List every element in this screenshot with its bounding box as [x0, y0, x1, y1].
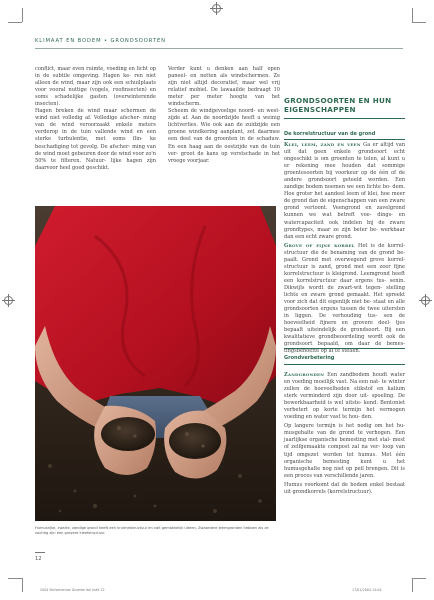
photo-illustration [35, 206, 276, 521]
title-rule [284, 118, 405, 119]
photo-caption [35, 526, 276, 537]
page-number: 12 [35, 556, 42, 562]
registration-mark-icon [212, 4, 221, 13]
section-title-line: GRONDSOORTEN EN HUN [284, 96, 392, 105]
paragraph [284, 243, 405, 356]
paragraph: Op langere termijn is het nodig om het hu- musgehalte van de grond te verhogen. Een jaarlijkse organische bemesting met stal- mest of zelfgemaakte compost zal na ver- loop van tijd omgezet worden tot humus. Met één organische bemesting kunt u het humusgehalte nog niet op peil brengen. Dit is een proces van verschillende jaren. [284, 423, 405, 479]
photo-hands-holding-soil [35, 206, 276, 521]
column-2 [168, 66, 280, 165]
caption-line: vochtig zijn een grovere kleefstructuur. [35, 531, 106, 536]
column-3-upper [284, 142, 405, 357]
crop-mark [8, 578, 22, 579]
paragraph: Scheem de windgevoelige noord- en west- zijde af. Aan de noordzijde heeft u weinig lichtverlies. Wie ook aan de zuidzijde een groene windkering aanplant, zet daarmee een deel van de groenten in de schaduw. En een haag aan de oostzijde van de tuin ver- groot de kans op vorstschade in het vroege voorjaar. [168, 108, 280, 164]
running-header: KLIMAAT EN BODEM • GRONDSOORTEN [35, 38, 166, 44]
paragraph: Verder kunt u denken aan half open paneel- en netten als windschermen. Ze zijn niet altijd decoratief, maar wel vrij relatief mobiel. De lawaailde bedraagt 10 meter per meter hoogte van het windscherm. [168, 66, 280, 108]
paragraph-text: Het is de korrel- structuur die de benaming van de grond be- paalt. Grond met overwegend grove korrel- structuur is zand, grond met een zeer fijne korrelstructuur is kleigrond. Leemgrond heeft een korrelstructuur daar ergens tus- senin. Dikwijls wordt de zwart-wit tegen- stelling lichte en zware grond gemaakt. Het spreekt voor zich dat dit eigenlijk niet be- staat en alle grondsoorten ergens tussen de twee uitersten in liggen. De verhouding tus- sen de hoeveelheid fijnere en grovere deel- tjes bepaalt uiteindelijk de grondsoort. Bij een kwalitatieve grondbeoordeling wordt ook de grondsoort bepaald, om daar de bemes- tingsbehoefte op af te stellen. [284, 242, 406, 355]
crop-mark [412, 8, 413, 22]
paragraph [284, 372, 405, 421]
soil-clod-left [101, 417, 155, 451]
registration-mark-icon [421, 296, 430, 305]
subhead-rule [284, 348, 405, 349]
lead-in: Zandgronden [284, 372, 325, 378]
paragraph: Hagen breken de wind maar schermen de wind niet volledig af. Volledige afscher- ming van de wind veroorzaakt enkele meters verderop in de tuin vallende wind en een sterke turbulentie, met soms flin- ke beschadiging tot gevolg. De afscher- ming van de wind moet gebeuren door de wind voor zo'n 50% te filteren. Natuur- lijke hagen zijn daarvoor heel goed geschikt. [35, 108, 156, 171]
paragraph: conflict, maar even ruimte, voeding en licht op in de subtile omgeving. Hagen ke- ren niet alleen de wind, maar zijn ook een schuilplaats voor vooral nuttige (vogels, roofinsecten) en soms schadelijke gasten (overwinterende insecten). [35, 66, 156, 108]
column-1 [35, 66, 156, 172]
red-shirt [35, 206, 276, 411]
crop-mark [22, 578, 23, 592]
subheading: De korrelstructuur van de grond [284, 131, 376, 137]
crop-mark [412, 578, 426, 579]
section-title [284, 96, 405, 115]
paragraph-text: Ga er altijd van uit dat geen enkele grondsoort echt ongeschikt is om groenten te telen, al kunt u er rekening mee houden dat sommige groentesoorten bij voorkeur op de één of de andere grondsoort geteeld worden. Een zandige bodem noemen we een lichte bo- dem. Hoe groter het aandeel leem of klei, hoe meer de grond dan de eigenschappen van een zware grond vertoont. Veengrond en zavelgrond kunnen we wat betreft voe- dings- en watercapaciteit ook indelen bij de zware grondtypes, maar ze zijn beter be- werkbaar dan een echt zware grond. [284, 142, 406, 240]
header-rule [35, 48, 403, 49]
caption-line: Humusrijke, zwarte, zandige grond heeft een kruimelstructuur en valt gemakkelijk uiteen. Zwaardere leemgronden hebben als ze [35, 526, 269, 530]
paragraph: Humus voorkomt dat de bodem enkel bestaat uit grondkorrels (korrelstructuur). [284, 481, 405, 495]
section-title-line: EIGENSCHAPPEN [284, 105, 356, 115]
column-3-lower [284, 372, 405, 498]
lead-in: Klei, leem, zand en veen [284, 142, 361, 148]
page-number-rule [35, 552, 45, 553]
print-slug-left: 2004 Bio'senemoe Groente del indd 12 [40, 588, 105, 592]
crop-mark [412, 22, 426, 23]
paragraph-text: Een zandbodem houdt water en voeding moeilijk vast. Na een nat- te winter zullen de hoeveelheden stikstof en kalium sterk verminderd zijn door uit- spoeling. De bewerkbaarheid is wel uitste- kend. Bentoniet verbetert op korte termijn het vermogen voeding en water vast te hou- den. [284, 372, 405, 421]
lead-in: Grove of fijne korrel [284, 242, 355, 249]
crop-mark [22, 8, 23, 22]
print-slug-right: 17/01/2004 14:04 [352, 588, 382, 592]
crop-mark [412, 578, 413, 592]
soil-clod-right [169, 423, 221, 459]
paragraph [284, 142, 405, 241]
registration-mark-icon [4, 296, 13, 305]
crop-mark [8, 22, 22, 23]
subheading: Grondverbetering [284, 355, 335, 361]
